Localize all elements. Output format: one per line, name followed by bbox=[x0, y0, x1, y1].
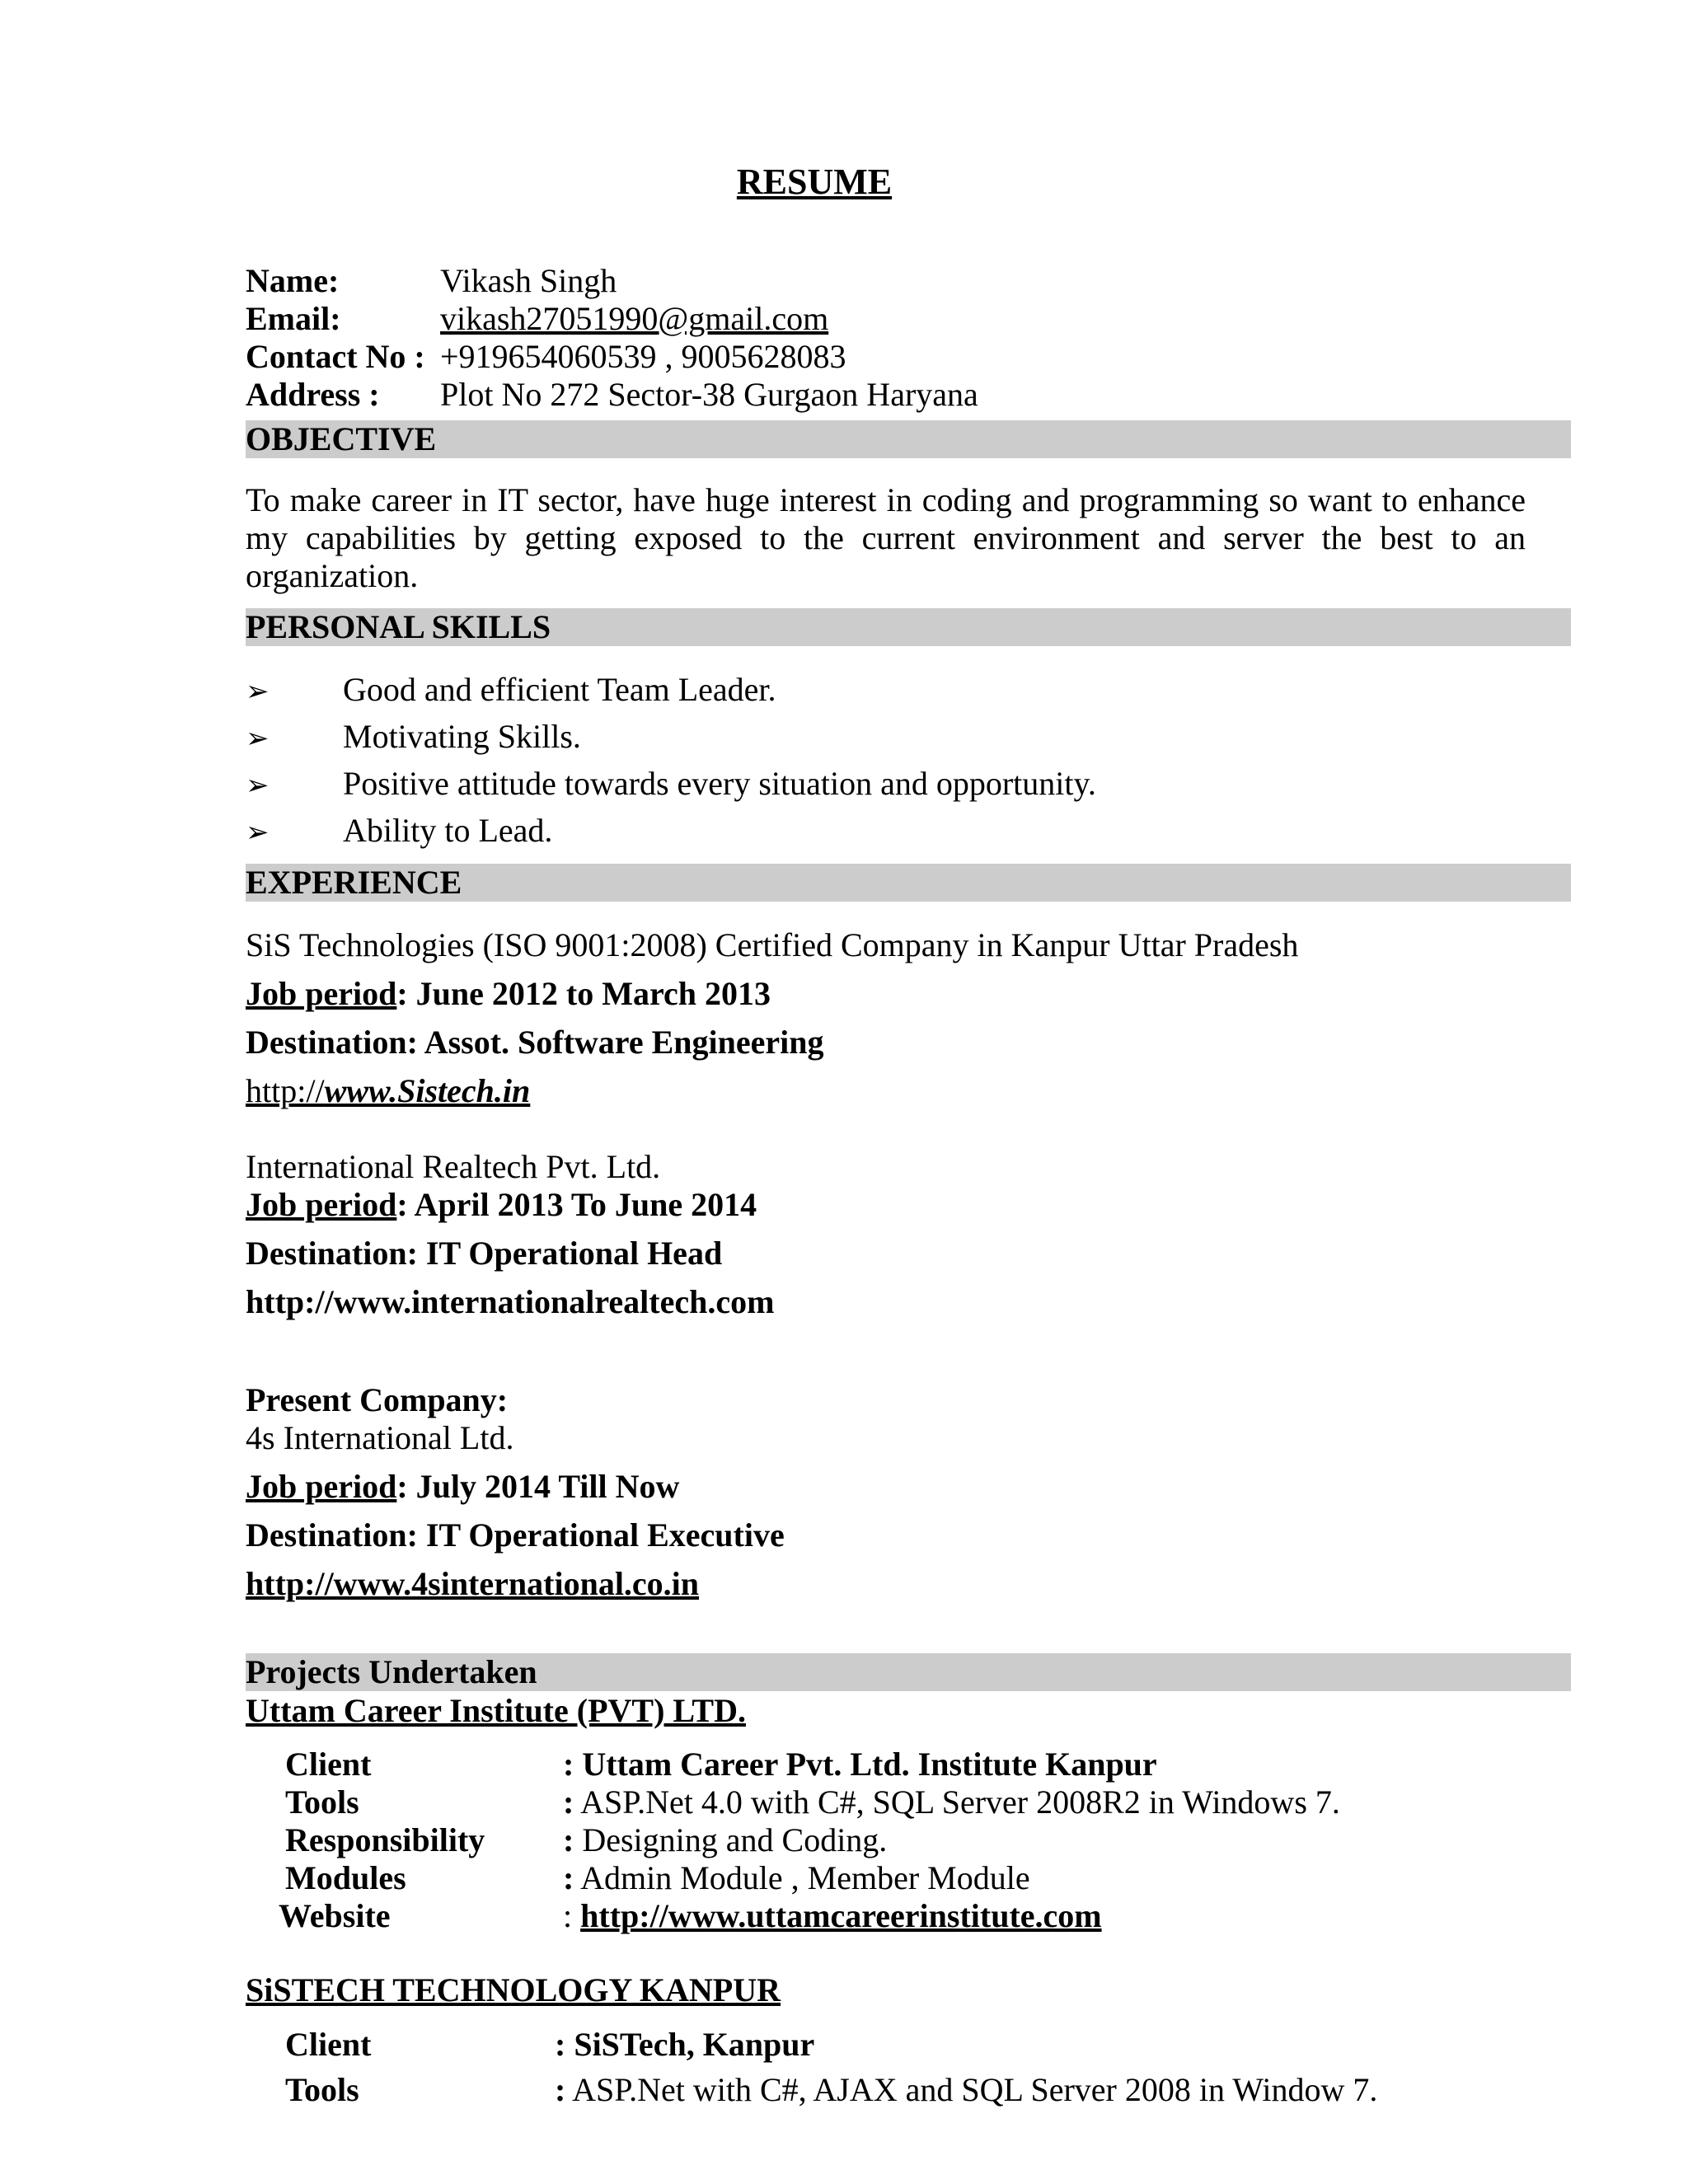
bullet-arrow-icon: ➢ bbox=[246, 769, 270, 802]
job-period-value: : July 2014 Till Now bbox=[396, 1468, 680, 1505]
project-website-row bbox=[279, 1897, 1102, 1935]
tools-value: ASP.Net 4.0 with C#, SQL Server 2008R2 in Windows 7. bbox=[580, 1783, 1340, 1821]
skill-text: Good and efficient Team Leader. bbox=[343, 671, 776, 708]
project-modules-row bbox=[285, 1859, 1030, 1897]
colon: : bbox=[563, 1859, 574, 1896]
job-website-link[interactable]: http://www.4sinternational.co.in bbox=[246, 1565, 700, 1602]
modules-label: Modules bbox=[285, 1859, 406, 1896]
projects-heading: Projects Undertaken bbox=[246, 1653, 1571, 1691]
skill-text: Motivating Skills. bbox=[343, 718, 581, 755]
job-designation: Destination: Assot. Software Engineering bbox=[246, 1024, 824, 1061]
name-row bbox=[246, 262, 617, 300]
job-period-label: Job period bbox=[246, 975, 397, 1012]
project-responsibility-row bbox=[285, 1821, 887, 1859]
tools-value: ASP.Net with C#, AJAX and SQL Server 2008 in Window 7. bbox=[572, 2071, 1378, 2108]
present-company-label: Present Company: bbox=[246, 1381, 509, 1418]
job-company: SiS Technologies (ISO 9001:2008) Certified Company in Kanpur Uttar Pradesh bbox=[246, 926, 1299, 963]
skill-item bbox=[246, 718, 581, 756]
project-title: SiSTECH TECHNOLOGY KANPUR bbox=[246, 1971, 781, 2008]
email-label: Email: bbox=[246, 300, 341, 337]
client-label: Client bbox=[285, 1746, 372, 1783]
job-period-value: : June 2012 to March 2013 bbox=[396, 975, 771, 1012]
tools-label: Tools bbox=[285, 2071, 359, 2108]
colon: : bbox=[555, 2071, 566, 2108]
job-website-link[interactable] bbox=[246, 1072, 530, 1110]
address-label: Address : bbox=[246, 376, 380, 413]
project-client-row bbox=[285, 2026, 814, 2064]
client-value: : SiSTech, Kanpur bbox=[555, 2026, 815, 2063]
project-tools-row bbox=[285, 2071, 1377, 2109]
name-value: Vikash Singh bbox=[440, 262, 617, 299]
skill-text: Positive attitude towards every situation and opportunity. bbox=[343, 765, 1096, 802]
job-period-label: Job period bbox=[246, 1468, 397, 1505]
job-company: 4s International Ltd. bbox=[246, 1419, 514, 1456]
address-row bbox=[246, 376, 978, 414]
name-label: Name: bbox=[246, 262, 340, 299]
objective-heading: OBJECTIVE bbox=[246, 420, 1571, 458]
job-period-row bbox=[246, 1468, 679, 1506]
job-period-row bbox=[246, 1186, 757, 1224]
bullet-arrow-icon: ➢ bbox=[246, 675, 270, 708]
skills-heading: PERSONAL SKILLS bbox=[246, 608, 1571, 646]
responsibility-label: Responsibility bbox=[285, 1821, 485, 1858]
email-row bbox=[246, 300, 828, 338]
job-designation: Destination: IT Operational Head bbox=[246, 1235, 723, 1272]
job-period-label: Job period bbox=[246, 1186, 397, 1223]
job-website-link[interactable]: http://www.internationalrealtech.com bbox=[246, 1283, 775, 1320]
project-client-row bbox=[285, 1746, 1157, 1783]
bullet-arrow-icon: ➢ bbox=[246, 722, 270, 755]
experience-heading: EXPERIENCE bbox=[246, 864, 1571, 902]
email-link[interactable]: vikash27051990@gmail.com bbox=[440, 300, 829, 337]
website-label: Website bbox=[279, 1897, 391, 1934]
colon: : bbox=[563, 1897, 573, 1934]
job-website-prefix: http:// bbox=[246, 1072, 325, 1109]
project-title: Uttam Career Institute (PVT) LTD. bbox=[246, 1692, 746, 1729]
responsibility-value: Designing and Coding. bbox=[582, 1821, 888, 1858]
phone-row bbox=[246, 338, 846, 376]
colon: : bbox=[563, 1821, 574, 1858]
skill-item bbox=[246, 671, 776, 709]
client-value: : Uttam Career Pvt. Ltd. Institute Kanpur bbox=[563, 1746, 1157, 1783]
bullet-arrow-icon: ➢ bbox=[246, 816, 270, 849]
skill-item bbox=[246, 765, 1096, 803]
phone-label: Contact No : bbox=[246, 338, 425, 375]
skill-item bbox=[246, 812, 552, 850]
job-company: International Realtech Pvt. Ltd. bbox=[246, 1148, 661, 1185]
project-tools-row bbox=[285, 1783, 1340, 1821]
phone-value: +919654060539 , 9005628083 bbox=[440, 338, 846, 375]
address-value: Plot No 272 Sector-38 Gurgaon Haryana bbox=[440, 376, 978, 413]
job-period-value: : April 2013 To June 2014 bbox=[396, 1186, 757, 1223]
skill-text: Ability to Lead. bbox=[343, 812, 553, 849]
modules-value: Admin Module , Member Module bbox=[580, 1859, 1030, 1896]
job-designation: Destination: IT Operational Executive bbox=[246, 1516, 785, 1554]
job-period-row bbox=[246, 975, 771, 1013]
tools-label: Tools bbox=[285, 1783, 359, 1821]
project-website-link[interactable]: http://www.uttamcareerinstitute.com bbox=[580, 1897, 1102, 1934]
colon: : bbox=[563, 1783, 574, 1821]
resume-title: RESUME bbox=[736, 162, 893, 202]
client-label: Client bbox=[285, 2026, 372, 2063]
objective-text: To make career in IT sector, have huge interest in coding and programming so want to enhance my capabilities by getting exposed to the current environment and server the best to an organization. bbox=[246, 481, 1526, 594]
job-website-main: www.Sistech.in bbox=[324, 1072, 531, 1109]
